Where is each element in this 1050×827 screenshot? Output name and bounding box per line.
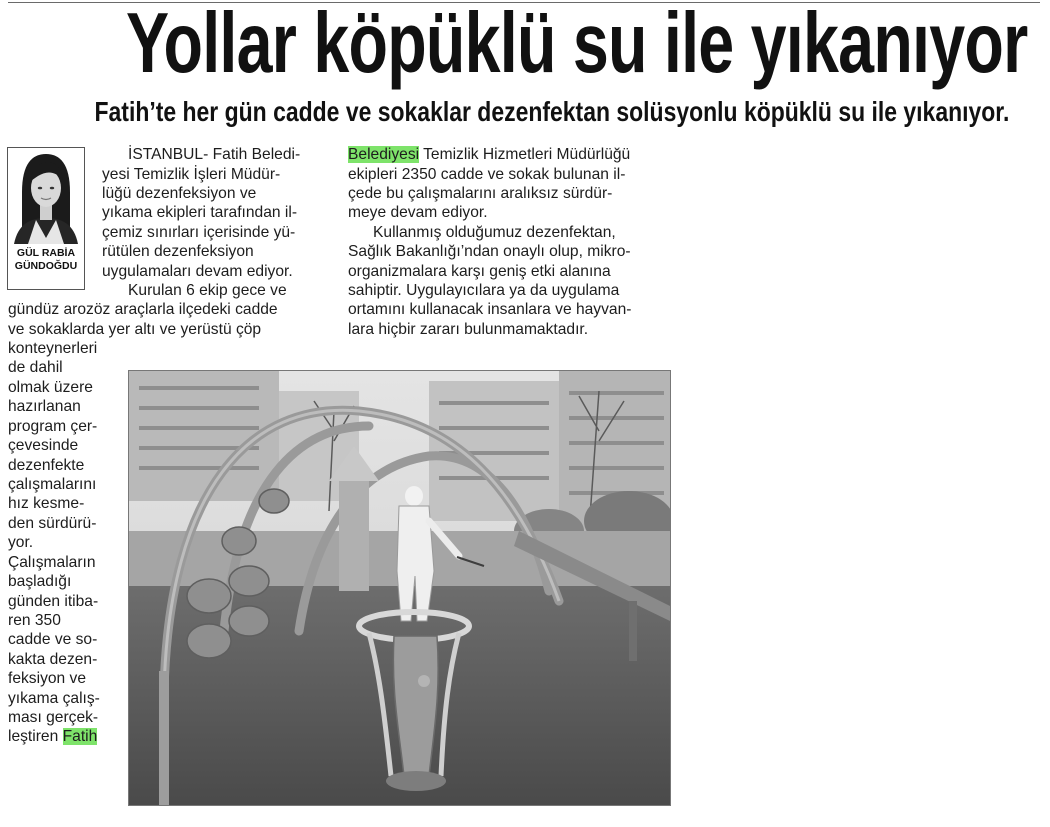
col1-line: İSTANBUL- Fatih Beledi-: [128, 146, 301, 163]
col1-line: çevesinde: [8, 437, 79, 454]
col1-line: yor.: [8, 534, 34, 551]
col1-line: konteynerleri: [8, 340, 98, 357]
col1-line: çalışmalarını: [8, 476, 97, 493]
col1-line: den sürdürü-: [8, 515, 97, 532]
col2-line: Kullanmış olduğumuz dezenfektan,: [373, 224, 616, 241]
col1-line: de dahil: [8, 359, 63, 376]
headline: Yollar köpüklü su ile yıkanıyor: [126, 0, 1028, 91]
col2-line: sahiptir. Uygulayıcılara ya da uygulama: [348, 282, 620, 299]
author-name-line1: GÜL RABİA: [16, 247, 76, 259]
col2-line: Sağlık Bakanlığı’ndan onaylı olup, mikro-: [348, 243, 631, 260]
playground-photo: [128, 370, 671, 806]
col1-line: yıkama ekipleri tarafından il-: [102, 204, 298, 221]
author-photo: [7, 147, 85, 290]
col2-line: ortamını kullanacak insanlara ve hayvan-: [348, 301, 632, 318]
col1-line: lüğü dezenfeksiyon ve: [102, 185, 257, 202]
col1-line: ren 350: [8, 612, 61, 629]
playground-photo-image: [129, 371, 670, 805]
col1-line: Çalışmaların: [8, 554, 96, 571]
col1-line: başladığı: [8, 573, 72, 590]
col1-line: rütülen dezenfeksiyon: [102, 243, 254, 260]
col1-line: gündüz arozöz araçlarla ilçedeki cadde: [8, 301, 278, 318]
col1-line: yesi Temizlik İşleri Müdür-: [102, 166, 281, 183]
highlight-fatih: Fatih: [62, 728, 98, 745]
col1-line: uygulamaları devam ediyor.: [102, 263, 293, 280]
col2-line: çede bu çalışmalarını aralıksız sürdür-: [348, 185, 613, 202]
col1-line: [8, 727, 97, 746]
col1-line: dezenfekte: [8, 457, 85, 474]
col1-line: olmak üzere: [8, 379, 93, 396]
col2-line: [348, 145, 630, 164]
col1-line: çemiz sınırları içerisinde yü-: [102, 224, 296, 241]
col1-line: yıkama çalış-: [8, 690, 100, 707]
col2-line: lara hiçbir zararı bulunmamaktadır.: [348, 321, 589, 338]
col1-line: program çer-: [8, 418, 98, 435]
subheadline: Fatih’te her gün cadde ve sokaklar dezenfektan solüsyonlu köpüklü su ile yıkanıyor.: [94, 96, 1010, 127]
col1-line: kakta dezen-: [8, 651, 98, 668]
highlight-belediyesi: Belediyesi: [348, 146, 420, 163]
author-byline: [8, 247, 84, 273]
col2-line-text: Temizlik Hizmetleri Müdürlüğü: [419, 146, 631, 163]
author-portrait-image: [8, 148, 84, 244]
col1-line: günden itiba-: [8, 593, 99, 610]
col1-line: ması gerçek-: [8, 709, 99, 726]
col2-line: meye devam ediyor.: [348, 204, 488, 221]
col1-line: hız kesme-: [8, 495, 85, 512]
col2-line: ekipleri 2350 cadde ve sokak bulunan il-: [348, 166, 626, 183]
col1-line: hazırlanan: [8, 398, 81, 415]
col2-line: organizmalara karşı geniş etki alanına: [348, 263, 611, 280]
col1-line-text: leştiren: [8, 728, 59, 745]
col1-line: ve sokaklarda yer altı ve yerüstü çöp: [8, 321, 262, 338]
col1-line: cadde ve so-: [8, 631, 98, 648]
col1-line: feksiyon ve: [8, 670, 87, 687]
col1-line: Kurulan 6 ekip gece ve: [128, 282, 287, 299]
author-name-line2: GÜNDOĞDU: [14, 260, 78, 272]
